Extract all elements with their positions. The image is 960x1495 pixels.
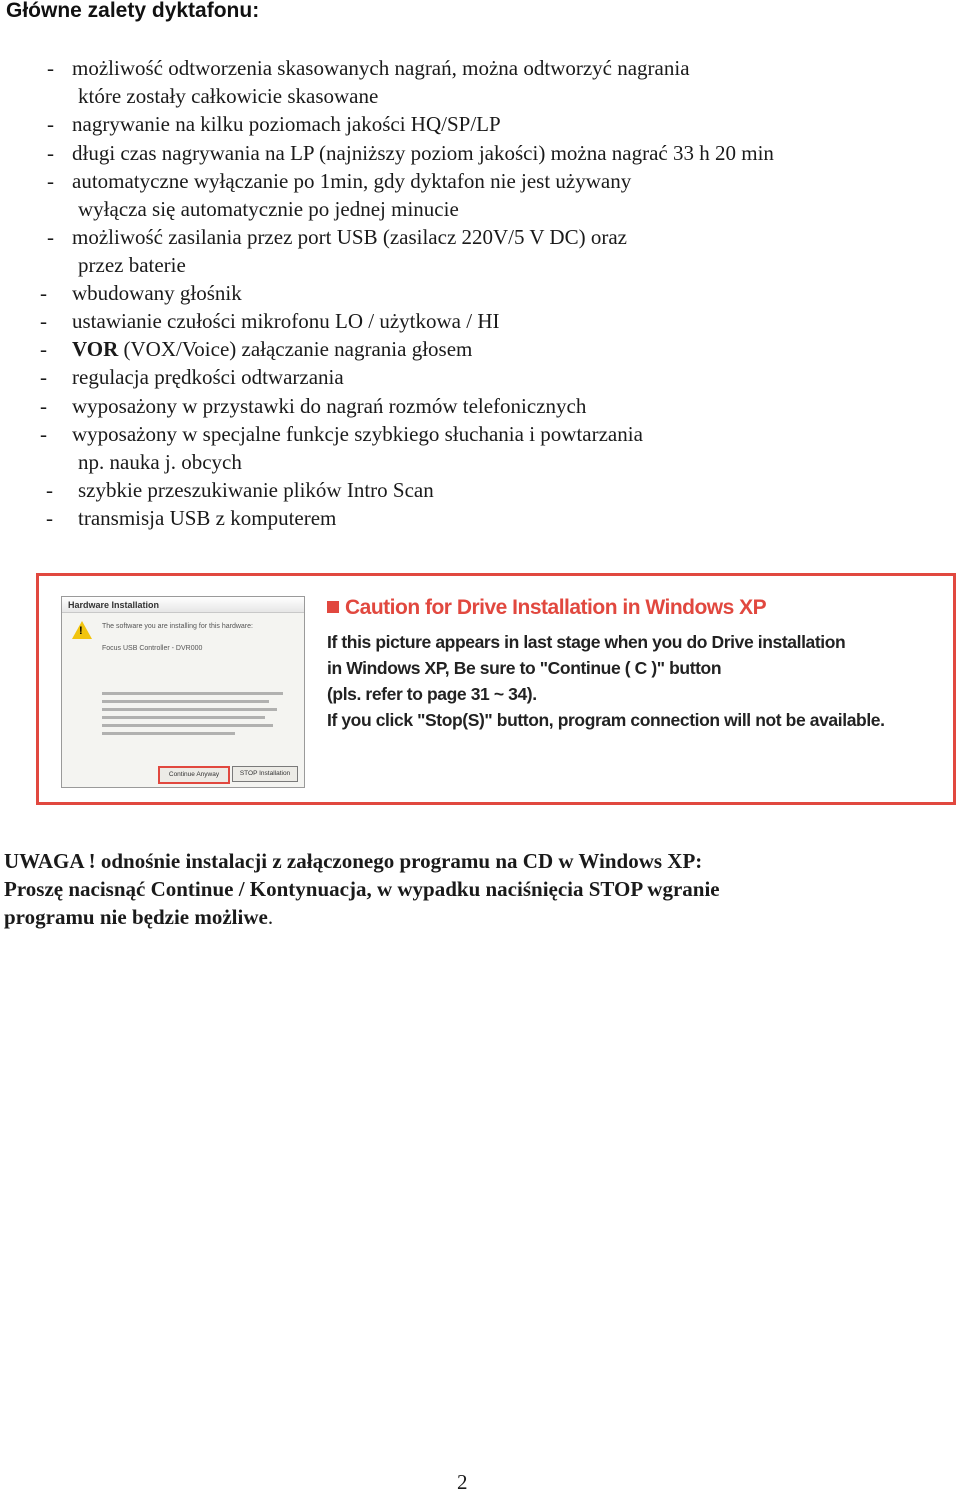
caution-title-text: Caution for Drive Installation in Windows XP	[345, 596, 767, 619]
xp-installation-dialog	[61, 596, 305, 788]
list-item: wbudowany głośnik	[72, 281, 242, 305]
list-item: szybkie przeszukiwanie plików Intro Scan	[78, 478, 434, 502]
caution-line: If this picture appears in last stage when you do Drive installation	[327, 632, 846, 652]
list-item: automatyczne wyłączanie po 1min, gdy dyktafon nie jest używany	[72, 169, 632, 193]
bullet-square-icon	[327, 601, 339, 613]
dialog-title: Hardware Installation	[62, 597, 304, 613]
page-heading: Główne zalety dyktafonu:	[6, 0, 260, 22]
list-item: ustawianie czułości mikrofonu LO / użytkowa / HI	[72, 309, 500, 333]
list-bullet: -	[47, 112, 54, 136]
list-item: regulacja prędkości odtwarzania	[72, 365, 344, 389]
list-item-continuation: które zostały całkowicie skasowane	[78, 84, 379, 108]
warning-period: .	[267, 905, 274, 929]
vor-term: VOR	[72, 337, 119, 361]
list-bullet: -	[47, 225, 54, 249]
list-bullet: -	[47, 56, 54, 80]
warning-icon: !	[72, 621, 92, 639]
list-item-continuation: przez baterie	[78, 253, 186, 277]
list-bullet: -	[40, 281, 47, 305]
list-bullet: -	[47, 141, 54, 165]
vor-description: (VOX/Voice) załączanie nagrania głosem	[118, 337, 473, 361]
dialog-text: The software you are installing for this hardware:	[102, 623, 253, 630]
warning-line: Proszę nacisnąć Continue / Kontynuacja, w wypadku naciśnięcia STOP wgranie	[4, 877, 720, 901]
dialog-device-name: Focus USB Controller - DVR000	[102, 645, 203, 652]
caution-figure	[36, 573, 956, 805]
list-item-continuation: wyłącza się automatycznie po jednej minucie	[78, 197, 459, 221]
dialog-warning-text	[102, 692, 292, 740]
list-bullet: -	[47, 169, 54, 193]
list-item: możliwość zasilania przez port USB (zasilacz 220V/5 V DC) oraz	[72, 225, 627, 249]
stop-installation-button: STOP Installation	[232, 766, 298, 782]
list-item	[72, 337, 472, 361]
warning-line	[4, 904, 273, 930]
list-item: wyposażony w przystawki do nagrań rozmów telefonicznych	[72, 394, 587, 418]
list-bullet: -	[40, 394, 47, 418]
list-item: nagrywanie na kilku poziomach jakości HQ/SP/LP	[72, 112, 501, 136]
list-item: transmisja USB z komputerem	[78, 506, 337, 530]
list-bullet: -	[46, 478, 53, 502]
page-number: 2	[457, 1470, 468, 1494]
continue-anyway-button: Continue Anyway	[158, 766, 230, 784]
caution-title	[327, 596, 766, 620]
list-bullet: -	[40, 337, 47, 361]
caution-line: If you click "Stop(S)" button, program connection will not be available.	[327, 710, 885, 730]
warning-line: UWAGA ! odnośnie instalacji z załączonego programu na CD w Windows XP:	[4, 849, 703, 873]
list-bullet: -	[40, 365, 47, 389]
list-item-continuation: np. nauka j. obcych	[78, 450, 242, 474]
list-bullet: -	[46, 506, 53, 530]
list-item: długi czas nagrywania na LP (najniższy poziom jakości) można nagrać 33 h 20 min	[72, 141, 774, 165]
list-bullet: -	[40, 309, 47, 333]
list-item: wyposażony w specjalne funkcje szybkiego słuchania i powtarzania	[72, 422, 643, 446]
warning-line-text: programu nie będzie możliwe	[4, 905, 268, 929]
list-item: możliwość odtworzenia skasowanych nagrań, można odtworzyć nagrania	[72, 56, 690, 80]
caution-line: (pls. refer to page 31 ~ 34).	[327, 684, 537, 704]
list-bullet: -	[40, 422, 47, 446]
caution-line: in Windows XP, Be sure to "Continue ( C )" button	[327, 658, 722, 678]
